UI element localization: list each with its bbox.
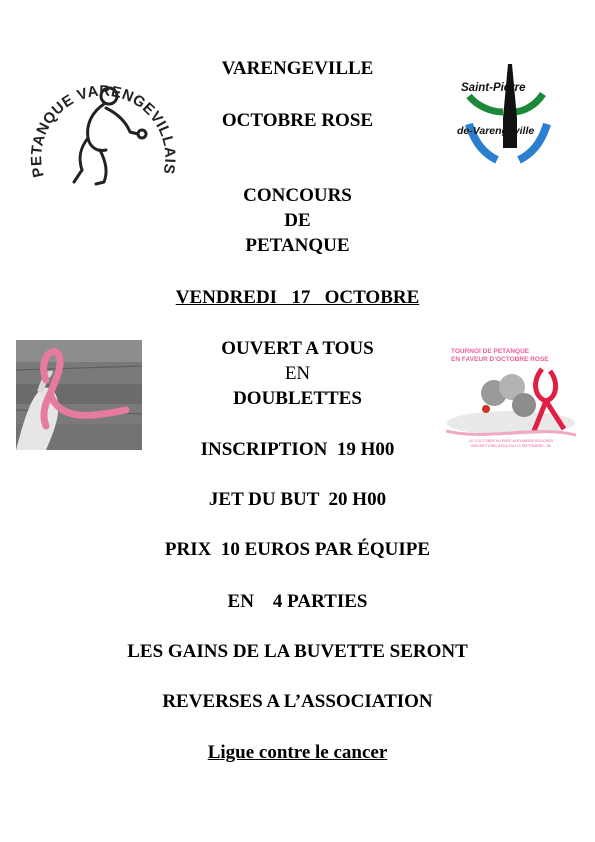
tournament-title-2: EN FAVEUR D’OCTOBRE ROSE: [451, 356, 549, 363]
tournament-flyer-image: [446, 345, 576, 451]
logo-left-text: PETANQUE VARENGEVILL: [28, 82, 176, 179]
start-time: JET DU BUT 20 H00: [208, 489, 387, 510]
number-of-rounds: EN 4 PARTIES: [227, 591, 368, 612]
title-line-3: PETANQUE: [245, 235, 350, 256]
title-line-1: CONCOURS: [243, 185, 352, 206]
registration-time: INSCRIPTION 19 H00: [200, 439, 395, 460]
format-en: EN: [284, 363, 311, 384]
logo-right-text-bottom: de-Varengeville: [457, 125, 535, 137]
team-price: PRIX 10 EUROS PAR ÉQUIPE: [164, 539, 431, 560]
town-name: VARENGEVILLE: [221, 58, 374, 79]
proceeds-line-1: LES GAINS DE LA BUVETTE SERONT: [127, 641, 468, 662]
tournament-footer-2: INSCRIPTIONS JUSQU’AU 13 SEPTEMBRE - 5€: [471, 444, 551, 448]
title-line-2: DE: [284, 210, 311, 231]
open-to-all: OUVERT A TOUS: [221, 338, 374, 359]
association-name: Ligue contre le cancer: [207, 742, 388, 763]
format-doublettes: DOUBLETTES: [233, 388, 362, 409]
tournament-footer-1: LE 3 OCTOBRE AU PARC ALEXANDRE BOUCHER: [468, 439, 554, 443]
event-date: VENDREDI 17 OCTOBRE: [175, 287, 420, 308]
event-theme: OCTOBRE ROSE: [221, 110, 374, 131]
proceeds-line-2: REVERSES A L’ASSOCIATION: [162, 691, 433, 712]
tournament-title-1: TOURNOI DE PETANQUE: [451, 348, 530, 355]
logo-right-text-top: Saint-Pierre: [461, 82, 526, 94]
